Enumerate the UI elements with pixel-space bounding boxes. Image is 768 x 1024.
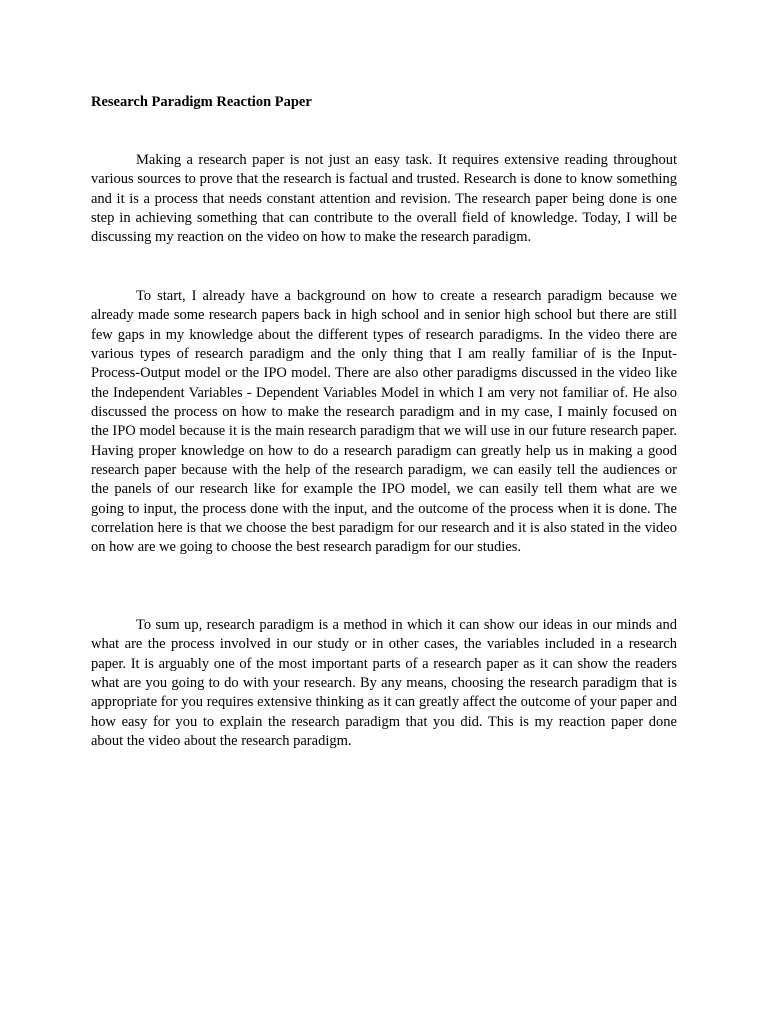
document-title: Research Paradigm Reaction Paper: [91, 94, 312, 110]
paragraph-body: To start, I already have a background on how to create a research paradigm because we already made some research papers back in high school and in senior high school but there are still few gaps in my knowledge about the different types of research paradigms. In the video there are various types of research paradigm and the only thing that I am really familiar of is the Input-Process-Output model or the IPO model. There are also other paradigms discussed in the video like the Independent Variables - Dependent Variables Model in which I am very not familiar of. He also discussed the process on how to make the research paradigm and in my case, I mainly focused on the IPO model because it is the main research paradigm that we will use in our future research paper. Having proper knowledge on how to do a research paradigm can greatly help us in making a good research paper because with the help of the research paradigm, we can easily tell the audiences or the panels of our research like for example the IPO model, we can easily tell them what are we going to input, the process done with the input, and the outcome of the process when it is done. The correlation here is that we choose the best paradigm for our research and it is also stated in the video on how are we going to choose the best research paradigm for our studies.: [91, 288, 677, 556]
paragraph-conclusion: To sum up, research paradigm is a method in which it can show our ideas in our minds and what are the process involved in our study or in other cases, the variables included in a research paper. It is arguably one of the most important parts of a research paper as it can show the readers what are you going to do with your research. By any means, choosing the research paradigm that is appropriate for you requires extensive thinking as it can greatly affect the outcome of your paper and how easy for you to explain the research paradigm that you did. This is my reaction paper done about the video about the research paradigm.: [91, 617, 677, 750]
paragraph-introduction: Making a research paper is not just an easy task. It requires extensive reading throughout various sources to prove that the research is factual and trusted. Research is done to know something and it is a process that needs constant attention and revision. The research paper being done is one step in achieving something that can contribute to the overall field of knowledge. Today, I will be discussing my reaction on the video on how to make the research paradigm.: [91, 152, 677, 246]
